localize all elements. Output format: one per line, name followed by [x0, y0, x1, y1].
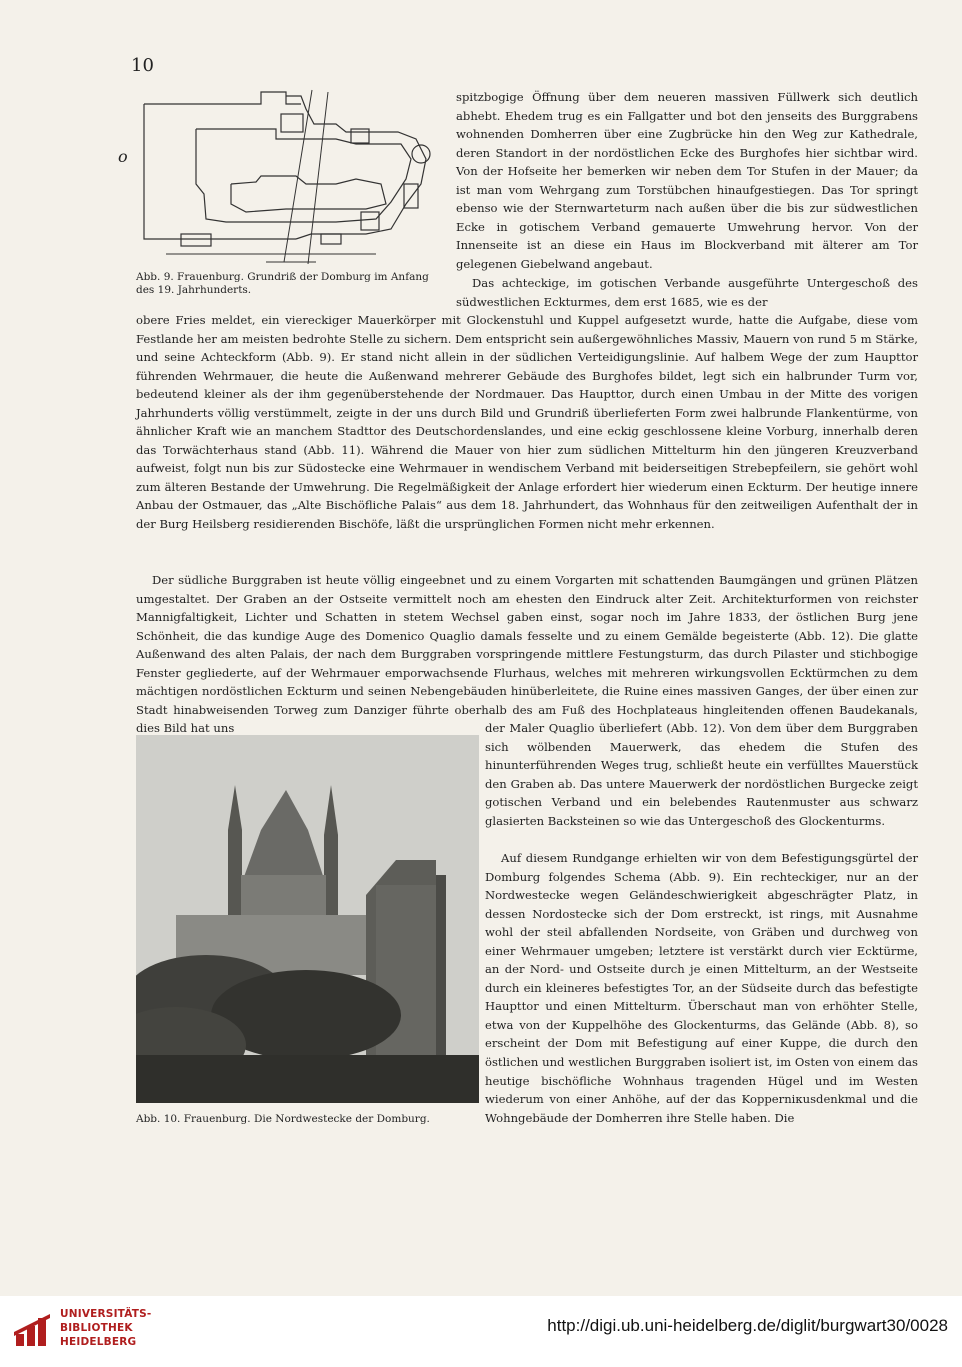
logo-text-line-1: UNIVERSITÄTS-: [60, 1308, 152, 1320]
page-number: 10: [131, 55, 154, 76]
source-url[interactable]: http://digi.ub.uni-heidelberg.de/diglit/burgwart30/0028: [547, 1316, 948, 1335]
logo-text-line-3: HEIDELBERG: [60, 1336, 137, 1348]
text-bottom-right-2: Auf diesem Rundgange erhielten wir von dem Befestigungsgürtel der Domburg folgendes Schema (Abb. 9). Ein rechteckiger, nur an der Nordwestecke wegen Geländeschwierigkeit abgeschrägter Platz, in dessen Nordostecke sich der Dom erstreckt, ist rings, mit Ausnahme wohl der steil abfallenden Nordseite, von Gräben und durchweg von einer Wehrmauer umgeben; letztere ist verstärkt durch vier Ecktürme, an der Nord- und Ostseite durch je einen Mittelturm, an der Westseite durch ein kleineres befestigtes Tor, an der Südseite durch das befestigte Haupttor und einen Mittelturm. Überschaut man von erhöhter Stelle, etwa von der Kuppelhöhe des Glockenturms, das Gelände (Abb. 8), so erscheint der Dom mit Befestigung auf einer Kuppe, die durch den östlichen und westlichen Burggraben isoliert ist, im Osten von einem das heutige bischöfliche Wohnhaus tragenden Hügel und im Westen wiederum von einer Anhöhe, auf der das Kopperniкusdenkmal und die Wohngebäude der Domherren ihre Stelle haben. Die: [485, 851, 918, 1125]
cathedral-photo: [136, 735, 479, 1103]
figure-caption-10: Abb. 10. Frauenburg. Die Nordwestecke der Domburg.: [136, 1113, 430, 1125]
logo-text-line-2: BIBLIOTHEK: [60, 1322, 133, 1334]
floor-plan-figure: [136, 84, 441, 270]
text-second-right: Das achteckige, im gotischen Verbande ausgeführte Untergeschoß des südwestlichen Eckturmes, dem erst 1685, wie es der: [456, 276, 918, 309]
footer-bar: [0, 1296, 962, 1367]
university-library-logo: [14, 1310, 52, 1348]
margin-annotation: o: [118, 147, 128, 166]
text-full-width-1: obere Fries meldet, ein viereckiger Mauerkörper mit Glockenstuhl und Kuppel aufgesetzt wurde, hatte die Aufgabe, diese vom Festlande her am meisten bedrohte Stelle zu sichern. Dem entspricht sein außergewöhnliches Massiv, Mauern von rund 5 m Stärke, und seine Achteckform (Abb. 9). Er stand nicht allein in der südlichen Verteidigungslinie. Auf halbem Wege der zum Haupttor führenden Wehrmauer, die heute die Außenwand mehrerer Gebäude des Burghofes bildet, legt sich ein halbrunder Turm vor, bedeutend kleiner als der ihm gegenüberstehende der Nordmauer. Das Haupttor, durch einen Umbau in der Mitte des vorigen Jahrhunderts völlig verstümmelt, zeigte in der uns durch Bild und Grundriß überlieferten Form zwei halbrunde Flankentürme, von ähnlicher Kraft wie an manchem Stadttor des Deutschordenslandes, und eine eckig geschlossene kleine Vorburg, innerhalb deren das Torwächterhaus stand (Abb. 11). Während die Mauer von hier zum südlichen Mittelturm hin den jüngeren Kreuzverband aufweist, folgt nun bis zur Südostecke eine Wehrmauer in wendischem Verband mit beiderseitigen Strebepfeilern, sie gehört wohl zum älteren Bestande der Umwehrung. Die Regelmäßigkeit der Anlage erfordert hier wiederum einen Eckturm. Der heutige innere Anbau der Ostmauer, das „Alte Bischöfliche Palais“ aus dem 18. Jahrhundert, das Wohnhaus für den zeitweiligen Aufenthalt der in der Burg Heilsberg residierenden Bischöfe, läßt die ursprünglichen Formen nicht mehr erkennen.: [136, 313, 918, 532]
text-top-right: spitzbogige Öffnung über dem neueren massiven Füllwerk sich deutlich abhebt. Ehedem trug es ein Fallgatter und bot den jenseits des Burggrabens wohnenden Domherren über eine Zugbrücke hin den Weg zur Kathedrale, deren Standort in der nordöstlichen Ecke des Burghofes hier sichtbar wird. Von der Hofseite her bemerken wir neben dem Tor Stufen in der Mauer; da ist man vom Wehrgang zum Torstübchen hinaufgestiegen. Das Tor springt ebenso wie der Sternwarteturm nach außen über die bis zur südwestlichen Ecke in gotischem Verband gemauerte Umwehrung hervor. Von der Innenseite ist an diese ein Haus im Blockverband mit älterer am Tor gelegenen Giebelwand angebaut.: [456, 90, 918, 271]
text-full-width-2: Der südliche Burggraben ist heute völlig eingeebnet und zu einem Vorgarten mit schattenden Baumgängen und grünen Plätzen umgestaltet. Der Graben an der Ostseite vermittelt noch am ehesten den Eindruck alter Zeit. Architekturformen von reichster Mannigfaltigkeit, Lichter und Schatten in stetem Wechsel gaben einst, sogar noch im Jahre 1833, der östlichen Burg jene Schönheit, die das kundige Auge des Domenico Quaglio damals fesselte und zu einem Gemälde begeisterte (Abb. 12). Die glatte Außenwand des alten Palais, der nach dem Burggraben vorspringende mittlere Festungsturm, das durch Pilaster und stichbogige Fenster gegliederte, auf der Wehrmauer emporwachsende Flurhaus, welches mit mehreren wirkungsvollen Ecktürmchen zu dem mächtigen nordöstlichen Eckturm und seinen Nebengebäuden hinüberleitete, die Ruine eines massiven Ganges, der über einen zur Stadt hinabweisenden Torweg zum Danziger führte oberhalb des am Fuß des Hochplateaus hingleitenden offenen Baudekanals, dies Bild hat uns: [136, 573, 918, 736]
figure-caption-9: Abb. 9. Frauenburg. Grundriß der Domburg im Anfang des 19. Jahrhunderts.: [136, 271, 429, 296]
text-bottom-right-1: der Maler Quaglio überliefert (Abb. 12). Von dem über dem Burggraben sich wölbenden Mauerwerk, das ehedem die Stufen des hinunterführenden Weges trug, schließt heute ein verfülltes Mauerstück den Graben ab. Das untere Mauerwerk der nordöstlichen Burgecke zeigt gotischen Verband und ein belebendes Rautenmuster aus schwarz glasierten Backsteinen so wie das Untergeschoß des Glockenturms.: [485, 721, 918, 828]
